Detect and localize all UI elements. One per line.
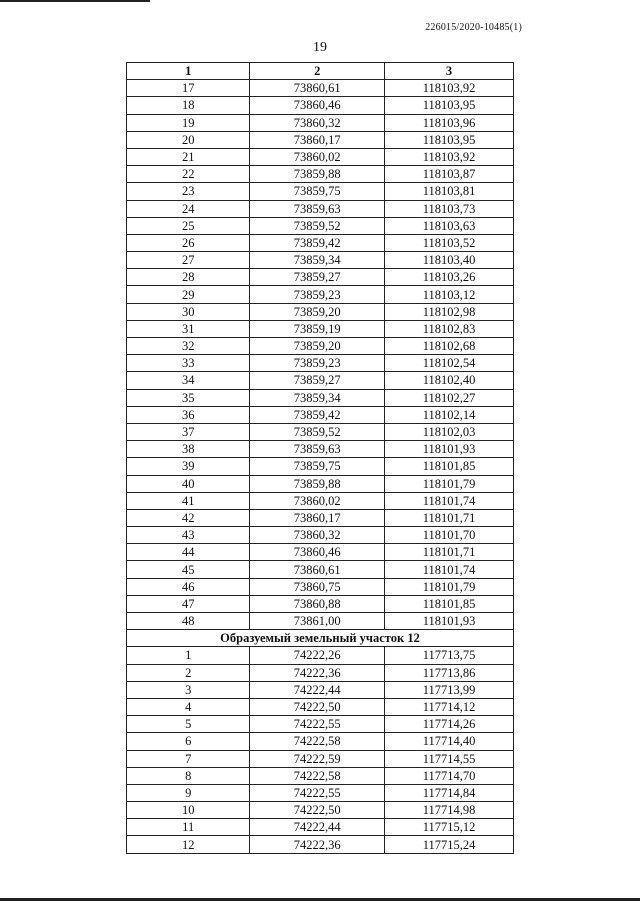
x-coordinate-cell: 73859,42 bbox=[250, 234, 385, 251]
point-number-cell: 3 bbox=[127, 681, 250, 698]
table-row bbox=[127, 423, 514, 440]
table-row bbox=[127, 802, 514, 819]
y-coordinate-cell: 117713,99 bbox=[385, 681, 514, 698]
y-coordinate-cell: 118103,81 bbox=[385, 183, 514, 200]
table-row bbox=[127, 320, 514, 337]
table-row bbox=[127, 97, 514, 114]
point-number-cell: 34 bbox=[127, 372, 250, 389]
table-row bbox=[127, 836, 514, 853]
x-coordinate-cell: 73859,34 bbox=[250, 252, 385, 269]
point-number-cell: 36 bbox=[127, 406, 250, 423]
document-number: 226015/2020-10485(1) bbox=[425, 22, 522, 33]
y-coordinate-cell: 118101,85 bbox=[385, 458, 514, 475]
section-title: Образуемый земельный участок 12 bbox=[127, 630, 514, 647]
point-number-cell: 11 bbox=[127, 819, 250, 836]
point-number-cell: 1 bbox=[127, 647, 250, 664]
point-number-cell: 19 bbox=[127, 114, 250, 131]
y-coordinate-cell: 118101,85 bbox=[385, 595, 514, 612]
table-row bbox=[127, 200, 514, 217]
table-section bbox=[127, 630, 514, 647]
y-coordinate-cell: 118101,70 bbox=[385, 527, 514, 544]
y-coordinate-cell: 117714,84 bbox=[385, 784, 514, 801]
table-row bbox=[127, 269, 514, 286]
point-number-cell: 39 bbox=[127, 458, 250, 475]
table-row bbox=[127, 698, 514, 715]
table-row bbox=[127, 733, 514, 750]
x-coordinate-cell: 73860,02 bbox=[250, 492, 385, 509]
y-coordinate-cell: 118103,96 bbox=[385, 114, 514, 131]
y-coordinate-cell: 118101,71 bbox=[385, 544, 514, 561]
x-coordinate-cell: 73859,20 bbox=[250, 303, 385, 320]
table-row bbox=[127, 406, 514, 423]
header-col-3: 3 bbox=[385, 63, 514, 80]
point-number-cell: 22 bbox=[127, 166, 250, 183]
page-number: 19 bbox=[313, 40, 327, 55]
x-coordinate-cell: 73859,63 bbox=[250, 441, 385, 458]
y-coordinate-cell: 118102,98 bbox=[385, 303, 514, 320]
table-header-row bbox=[127, 63, 514, 80]
table-row bbox=[127, 355, 514, 372]
point-number-cell: 9 bbox=[127, 784, 250, 801]
point-number-cell: 8 bbox=[127, 767, 250, 784]
x-coordinate-cell: 73859,63 bbox=[250, 200, 385, 217]
y-coordinate-cell: 118103,52 bbox=[385, 234, 514, 251]
x-coordinate-cell: 73860,32 bbox=[250, 527, 385, 544]
x-coordinate-cell: 73860,75 bbox=[250, 578, 385, 595]
x-coordinate-cell: 74222,44 bbox=[250, 819, 385, 836]
y-coordinate-cell: 118101,79 bbox=[385, 475, 514, 492]
point-number-cell: 27 bbox=[127, 252, 250, 269]
table-row bbox=[127, 664, 514, 681]
table-row bbox=[127, 166, 514, 183]
point-number-cell: 21 bbox=[127, 148, 250, 165]
y-coordinate-cell: 118102,54 bbox=[385, 355, 514, 372]
table-row bbox=[127, 819, 514, 836]
y-coordinate-cell: 118101,74 bbox=[385, 561, 514, 578]
y-coordinate-cell: 118103,12 bbox=[385, 286, 514, 303]
table-row bbox=[127, 217, 514, 234]
x-coordinate-cell: 73861,00 bbox=[250, 613, 385, 630]
y-coordinate-cell: 118101,79 bbox=[385, 578, 514, 595]
x-coordinate-cell: 73860,02 bbox=[250, 148, 385, 165]
table-row bbox=[127, 492, 514, 509]
table-row bbox=[127, 252, 514, 269]
y-coordinate-cell: 117715,12 bbox=[385, 819, 514, 836]
table-row bbox=[127, 750, 514, 767]
y-coordinate-cell: 117713,86 bbox=[385, 664, 514, 681]
x-coordinate-cell: 74222,58 bbox=[250, 733, 385, 750]
x-coordinate-cell: 73859,23 bbox=[250, 286, 385, 303]
point-number-cell: 33 bbox=[127, 355, 250, 372]
table-body-part2 bbox=[127, 647, 514, 853]
table-row bbox=[127, 595, 514, 612]
x-coordinate-cell: 74222,26 bbox=[250, 647, 385, 664]
y-coordinate-cell: 118101,71 bbox=[385, 509, 514, 526]
section-row bbox=[127, 630, 514, 647]
y-coordinate-cell: 118102,14 bbox=[385, 406, 514, 423]
point-number-cell: 48 bbox=[127, 613, 250, 630]
y-coordinate-cell: 117714,98 bbox=[385, 802, 514, 819]
point-number-cell: 46 bbox=[127, 578, 250, 595]
table-row bbox=[127, 286, 514, 303]
table-row bbox=[127, 613, 514, 630]
point-number-cell: 40 bbox=[127, 475, 250, 492]
x-coordinate-cell: 73859,42 bbox=[250, 406, 385, 423]
point-number-cell: 29 bbox=[127, 286, 250, 303]
y-coordinate-cell: 118103,26 bbox=[385, 269, 514, 286]
x-coordinate-cell: 73860,32 bbox=[250, 114, 385, 131]
bottom-rule bbox=[0, 898, 640, 901]
x-coordinate-cell: 73860,46 bbox=[250, 544, 385, 561]
table-row bbox=[127, 338, 514, 355]
x-coordinate-cell: 73860,17 bbox=[250, 509, 385, 526]
x-coordinate-cell: 73860,61 bbox=[250, 561, 385, 578]
x-coordinate-cell: 73859,75 bbox=[250, 183, 385, 200]
point-number-cell: 7 bbox=[127, 750, 250, 767]
table-row bbox=[127, 578, 514, 595]
point-number-cell: 23 bbox=[127, 183, 250, 200]
table-row bbox=[127, 114, 514, 131]
y-coordinate-cell: 118103,95 bbox=[385, 131, 514, 148]
point-number-cell: 32 bbox=[127, 338, 250, 355]
y-coordinate-cell: 118101,93 bbox=[385, 613, 514, 630]
x-coordinate-cell: 73860,61 bbox=[250, 80, 385, 97]
y-coordinate-cell: 118102,40 bbox=[385, 372, 514, 389]
top-left-rule bbox=[0, 0, 150, 2]
y-coordinate-cell: 118103,95 bbox=[385, 97, 514, 114]
y-coordinate-cell: 117714,70 bbox=[385, 767, 514, 784]
x-coordinate-cell: 73859,88 bbox=[250, 166, 385, 183]
x-coordinate-cell: 74222,50 bbox=[250, 698, 385, 715]
y-coordinate-cell: 117714,40 bbox=[385, 733, 514, 750]
x-coordinate-cell: 73859,52 bbox=[250, 423, 385, 440]
y-coordinate-cell: 117714,55 bbox=[385, 750, 514, 767]
point-number-cell: 45 bbox=[127, 561, 250, 578]
point-number-cell: 20 bbox=[127, 131, 250, 148]
x-coordinate-cell: 74222,58 bbox=[250, 767, 385, 784]
point-number-cell: 30 bbox=[127, 303, 250, 320]
x-coordinate-cell: 73859,27 bbox=[250, 372, 385, 389]
coordinates-table bbox=[126, 62, 514, 854]
x-coordinate-cell: 73859,20 bbox=[250, 338, 385, 355]
y-coordinate-cell: 118103,92 bbox=[385, 148, 514, 165]
x-coordinate-cell: 74222,59 bbox=[250, 750, 385, 767]
x-coordinate-cell: 73859,75 bbox=[250, 458, 385, 475]
y-coordinate-cell: 118101,74 bbox=[385, 492, 514, 509]
point-number-cell: 18 bbox=[127, 97, 250, 114]
x-coordinate-cell: 73860,46 bbox=[250, 97, 385, 114]
table-row bbox=[127, 303, 514, 320]
header-col-1: 1 bbox=[127, 63, 250, 80]
x-coordinate-cell: 74222,50 bbox=[250, 802, 385, 819]
x-coordinate-cell: 74222,36 bbox=[250, 836, 385, 853]
y-coordinate-cell: 118103,87 bbox=[385, 166, 514, 183]
x-coordinate-cell: 74222,55 bbox=[250, 784, 385, 801]
x-coordinate-cell: 74222,36 bbox=[250, 664, 385, 681]
table-row bbox=[127, 544, 514, 561]
table-row bbox=[127, 458, 514, 475]
x-coordinate-cell: 73860,88 bbox=[250, 595, 385, 612]
y-coordinate-cell: 118103,40 bbox=[385, 252, 514, 269]
point-number-cell: 43 bbox=[127, 527, 250, 544]
table-row bbox=[127, 131, 514, 148]
y-coordinate-cell: 117715,24 bbox=[385, 836, 514, 853]
table-row bbox=[127, 767, 514, 784]
y-coordinate-cell: 117714,12 bbox=[385, 698, 514, 715]
point-number-cell: 6 bbox=[127, 733, 250, 750]
table-body-part1 bbox=[127, 80, 514, 630]
table-row bbox=[127, 372, 514, 389]
point-number-cell: 28 bbox=[127, 269, 250, 286]
point-number-cell: 26 bbox=[127, 234, 250, 251]
x-coordinate-cell: 73859,27 bbox=[250, 269, 385, 286]
table-row bbox=[127, 234, 514, 251]
table-row bbox=[127, 389, 514, 406]
y-coordinate-cell: 117714,26 bbox=[385, 716, 514, 733]
y-coordinate-cell: 118102,68 bbox=[385, 338, 514, 355]
point-number-cell: 35 bbox=[127, 389, 250, 406]
point-number-cell: 42 bbox=[127, 509, 250, 526]
table-row bbox=[127, 784, 514, 801]
point-number-cell: 4 bbox=[127, 698, 250, 715]
point-number-cell: 25 bbox=[127, 217, 250, 234]
point-number-cell: 47 bbox=[127, 595, 250, 612]
x-coordinate-cell: 73860,17 bbox=[250, 131, 385, 148]
x-coordinate-cell: 73859,52 bbox=[250, 217, 385, 234]
point-number-cell: 31 bbox=[127, 320, 250, 337]
point-number-cell: 12 bbox=[127, 836, 250, 853]
table-row bbox=[127, 681, 514, 698]
table-row bbox=[127, 183, 514, 200]
point-number-cell: 5 bbox=[127, 716, 250, 733]
table-row bbox=[127, 527, 514, 544]
y-coordinate-cell: 118102,83 bbox=[385, 320, 514, 337]
table-row bbox=[127, 441, 514, 458]
y-coordinate-cell: 118101,93 bbox=[385, 441, 514, 458]
x-coordinate-cell: 73859,34 bbox=[250, 389, 385, 406]
point-number-cell: 17 bbox=[127, 80, 250, 97]
x-coordinate-cell: 73859,23 bbox=[250, 355, 385, 372]
table-row bbox=[127, 148, 514, 165]
point-number-cell: 38 bbox=[127, 441, 250, 458]
point-number-cell: 41 bbox=[127, 492, 250, 509]
point-number-cell: 44 bbox=[127, 544, 250, 561]
x-coordinate-cell: 74222,44 bbox=[250, 681, 385, 698]
y-coordinate-cell: 118103,92 bbox=[385, 80, 514, 97]
x-coordinate-cell: 73859,88 bbox=[250, 475, 385, 492]
point-number-cell: 2 bbox=[127, 664, 250, 681]
table-row bbox=[127, 647, 514, 664]
y-coordinate-cell: 117713,75 bbox=[385, 647, 514, 664]
header-col-2: 2 bbox=[250, 63, 385, 80]
y-coordinate-cell: 118102,03 bbox=[385, 423, 514, 440]
table-row bbox=[127, 716, 514, 733]
y-coordinate-cell: 118103,73 bbox=[385, 200, 514, 217]
table-row bbox=[127, 475, 514, 492]
point-number-cell: 24 bbox=[127, 200, 250, 217]
table-row bbox=[127, 561, 514, 578]
y-coordinate-cell: 118103,63 bbox=[385, 217, 514, 234]
x-coordinate-cell: 74222,55 bbox=[250, 716, 385, 733]
y-coordinate-cell: 118102,27 bbox=[385, 389, 514, 406]
point-number-cell: 10 bbox=[127, 802, 250, 819]
point-number-cell: 37 bbox=[127, 423, 250, 440]
table-row bbox=[127, 509, 514, 526]
table-row bbox=[127, 80, 514, 97]
x-coordinate-cell: 73859,19 bbox=[250, 320, 385, 337]
